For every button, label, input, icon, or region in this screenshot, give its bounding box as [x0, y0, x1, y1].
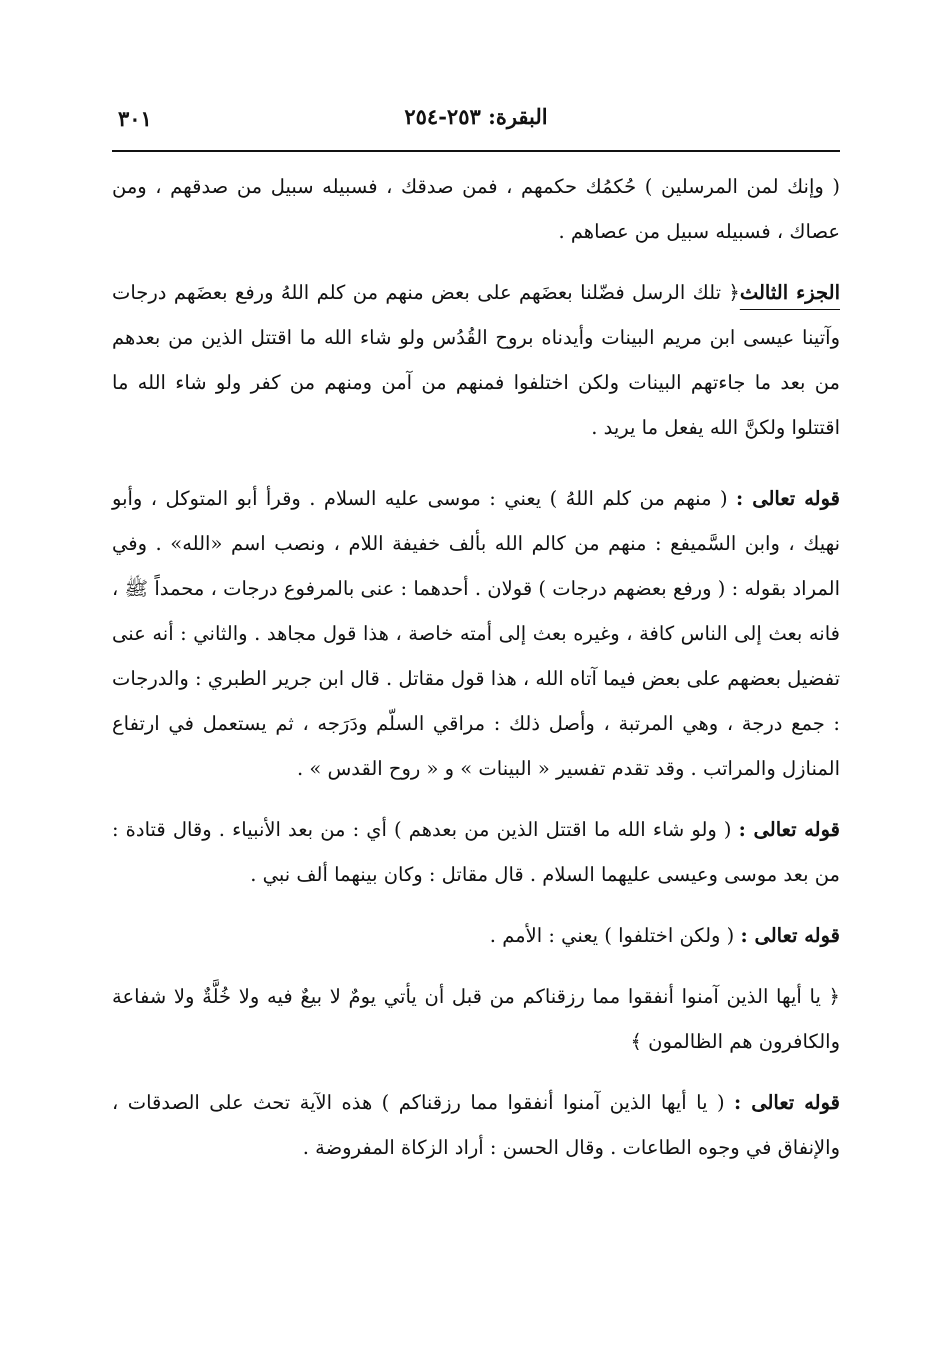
page-title: البقرة: ٢٥٣-٢٥٤ — [404, 104, 548, 129]
qawl-label: قوله تعالى : — [740, 924, 840, 947]
verse-text: ﴿ تلك الرسل فضّلنا بعضَهم على بعض منهم من كلم اللهُ ورفع بعضَهم درجات وآتينا عيسى ابن مريم البينات وأيدناه بروح القُدُس ولو شاء الله ما اقتتل الذين من بعدهم من بعد ما جاءتهم البينات ولكن اختلفوا فمنهم من آمن ومنهم من كفر ولو شاء الله ما اقتتلوا ولكنَّ الله يفعل ما يريد . — [112, 281, 840, 439]
paragraph-3 — [112, 476, 840, 791]
page-body — [112, 164, 840, 1170]
verse-text: ﴿ يا أيها الذين آمنوا أنفقوا مما رزقناكم من قبل أن يأتي يومٌ لا بيعٌ فيه ولا خُلَّةٌ ولا شفاعة والكافرون هم الظالمون ﴾ — [112, 985, 840, 1053]
header-divider — [112, 150, 840, 152]
page-header — [112, 96, 840, 140]
paragraph-text: ( منهم من كلم اللهُ ) يعني : موسى عليه السلام . وقرأ أبو المتوكل ، وأبو نهيك ، وابن السَّميفع : منهم من كالم الله بألف خفيفة اللام ، ونصب اسم «الله» . وفي المراد بقوله : ( ورفع بعضهم درجات ) قولان . أحدهما : عنى بالمرفوع درجات ، محمداً ﷺ ، فانه بعث إلى الناس كافة ، وغيره بعث إلى أمته خاصة ، هذا قول مجاهد . والثاني : أنه عنى تفضيل بعضهم على بعض فيما آتاه الله ، هذا قول مقاتل . قال ابن جرير الطبري : والدرجات : جمع درجة ، وهي المرتبة ، وأصل ذلك : مراقي السلّم ودَرَجه ، ثم يستعمل في ارتفاع المنازل والمراتب . وقد تقدم تفسير « البينات » و « روح القدس » . — [112, 487, 840, 780]
paragraph-text: ( يا أيها الذين آمنوا أنفقوا مما رزقناكم ) هذه الآية تحث على الصدقات ، والإنفاق في وجوه الطاعات . وقال الحسن : أراد الزكاة المفروضة . — [112, 1091, 840, 1159]
paragraph-text: ( ولو شاء الله ما اقتتل الذين من بعدهم ) أي : من بعد الأنبياء . وقال قتادة : من بعد موسى وعيسى عليهما السلام . قال مقاتل : وكان بينهما ألف نبي . — [112, 818, 840, 886]
paragraph-1 — [112, 164, 840, 254]
paragraph-text: ( وإنك لمن المرسلين ) حُكمُك حكمهم ، فمن صدقك ، فسبيله سبيل من صدقهم ، ومن عصاك ، فسبيله سبيل من عصاهم . — [112, 175, 840, 243]
paragraph-6-verse — [112, 974, 840, 1064]
paragraph-4 — [112, 807, 840, 897]
page-number: ٣٠١ — [118, 106, 152, 131]
paragraph-2-verse — [112, 270, 840, 450]
paragraph-5 — [112, 913, 840, 958]
paragraph-7 — [112, 1080, 840, 1170]
qawl-label: قوله تعالى : — [733, 1091, 840, 1114]
qawl-label: قوله تعالى : — [736, 487, 841, 510]
qawl-label: قوله تعالى : — [738, 818, 840, 841]
paragraph-text: ( ولكن اختلفوا ) يعني : الأمم . — [489, 924, 735, 947]
juz-label: الجزء الثالث — [739, 281, 840, 304]
